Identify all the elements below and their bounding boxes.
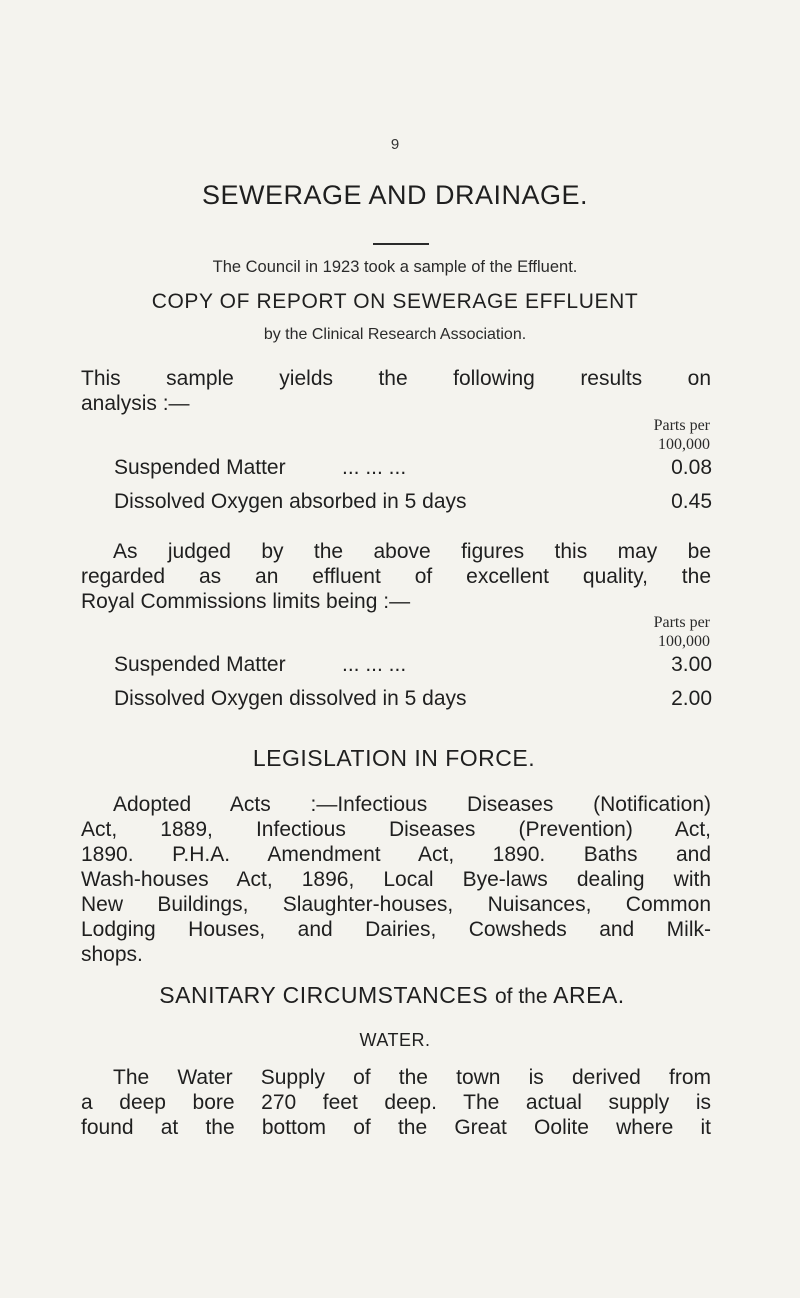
paragraph-line: found at the bottom of the Great Oolite where it [81, 1116, 711, 1139]
sanitary-heading [0, 982, 792, 1009]
sanitary-heading-main: SANITARY CIRCUMSTANCES [159, 982, 489, 1008]
water-paragraph [81, 1065, 711, 1140]
result-value: 0.45 [671, 490, 712, 513]
leader-dots: ... ... ... [342, 456, 407, 479]
paragraph-line: As judged by the above figures this may be [113, 540, 711, 563]
paragraph-line: Adopted Acts :—Infectious Diseases (Notification) [113, 793, 711, 816]
result-value: 0.08 [671, 456, 712, 479]
paragraph-line: The Water Supply of the town is derived from [113, 1066, 711, 1089]
leader-dots: ... ... ... [342, 653, 407, 676]
result-label: Dissolved Oxygen absorbed in 5 days [114, 490, 467, 513]
result-row [114, 456, 712, 480]
limit-label: Suspended Matter [114, 653, 286, 676]
limit-value: 3.00 [671, 653, 712, 676]
legislation-heading: LEGISLATION IN FORCE. [252, 745, 536, 771]
sanitary-heading-of: of the [494, 985, 548, 1008]
paragraph-line: shops. [81, 943, 143, 966]
units-label [610, 416, 710, 454]
units-line: Parts per [653, 417, 710, 434]
paragraph-line: New Buildings, Slaughter-houses, Nuisances, Common [81, 893, 711, 916]
section-title: SEWERAGE AND DRAINAGE. [201, 180, 589, 210]
units-line: Parts per [653, 614, 710, 631]
paragraph-line: a deep bore 270 feet deep. The actual supply is [81, 1091, 711, 1114]
title-rule [373, 243, 429, 245]
judged-paragraph [81, 539, 711, 614]
water-subheading: WATER. [359, 1030, 431, 1050]
units-line: 100,000 [658, 633, 710, 650]
paragraph-line: Wash-houses Act, 1896, Local Bye-laws dealing with [81, 868, 711, 891]
paragraph-line: Lodging Houses, and Dairies, Cowsheds and Milk- [81, 918, 711, 941]
paragraph-line: This sample yields the following results on [81, 367, 711, 390]
units-label [610, 613, 710, 651]
limit-label: Dissolved Oxygen dissolved in 5 days [114, 687, 467, 710]
page-number: 9 [390, 136, 400, 153]
intro-text: The Council in 1923 took a sample of the Effluent. [212, 258, 578, 276]
result-row [114, 490, 712, 514]
report-heading: COPY OF REPORT ON SEWERAGE EFFLUENT [151, 290, 639, 313]
limit-row [114, 687, 712, 711]
result-label: Suspended Matter [114, 456, 286, 479]
limit-row [114, 653, 712, 677]
limit-value: 2.00 [671, 687, 712, 710]
report-byline: by the Clinical Research Association. [263, 326, 527, 343]
paragraph-line: Act, 1889, Infectious Diseases (Prevention) Act, [81, 818, 711, 841]
paragraph-line: Royal Commissions limits being :— [81, 590, 411, 613]
legislation-paragraph [81, 792, 711, 967]
sanitary-heading-area: AREA. [553, 982, 625, 1008]
paragraph-line: analysis :— [81, 392, 190, 415]
units-line: 100,000 [658, 436, 710, 453]
sample-paragraph [81, 366, 711, 416]
paragraph-line: regarded as an effluent of excellent quality, the [81, 565, 711, 588]
paragraph-line: 1890. P.H.A. Amendment Act, 1890. Baths and [81, 843, 711, 866]
